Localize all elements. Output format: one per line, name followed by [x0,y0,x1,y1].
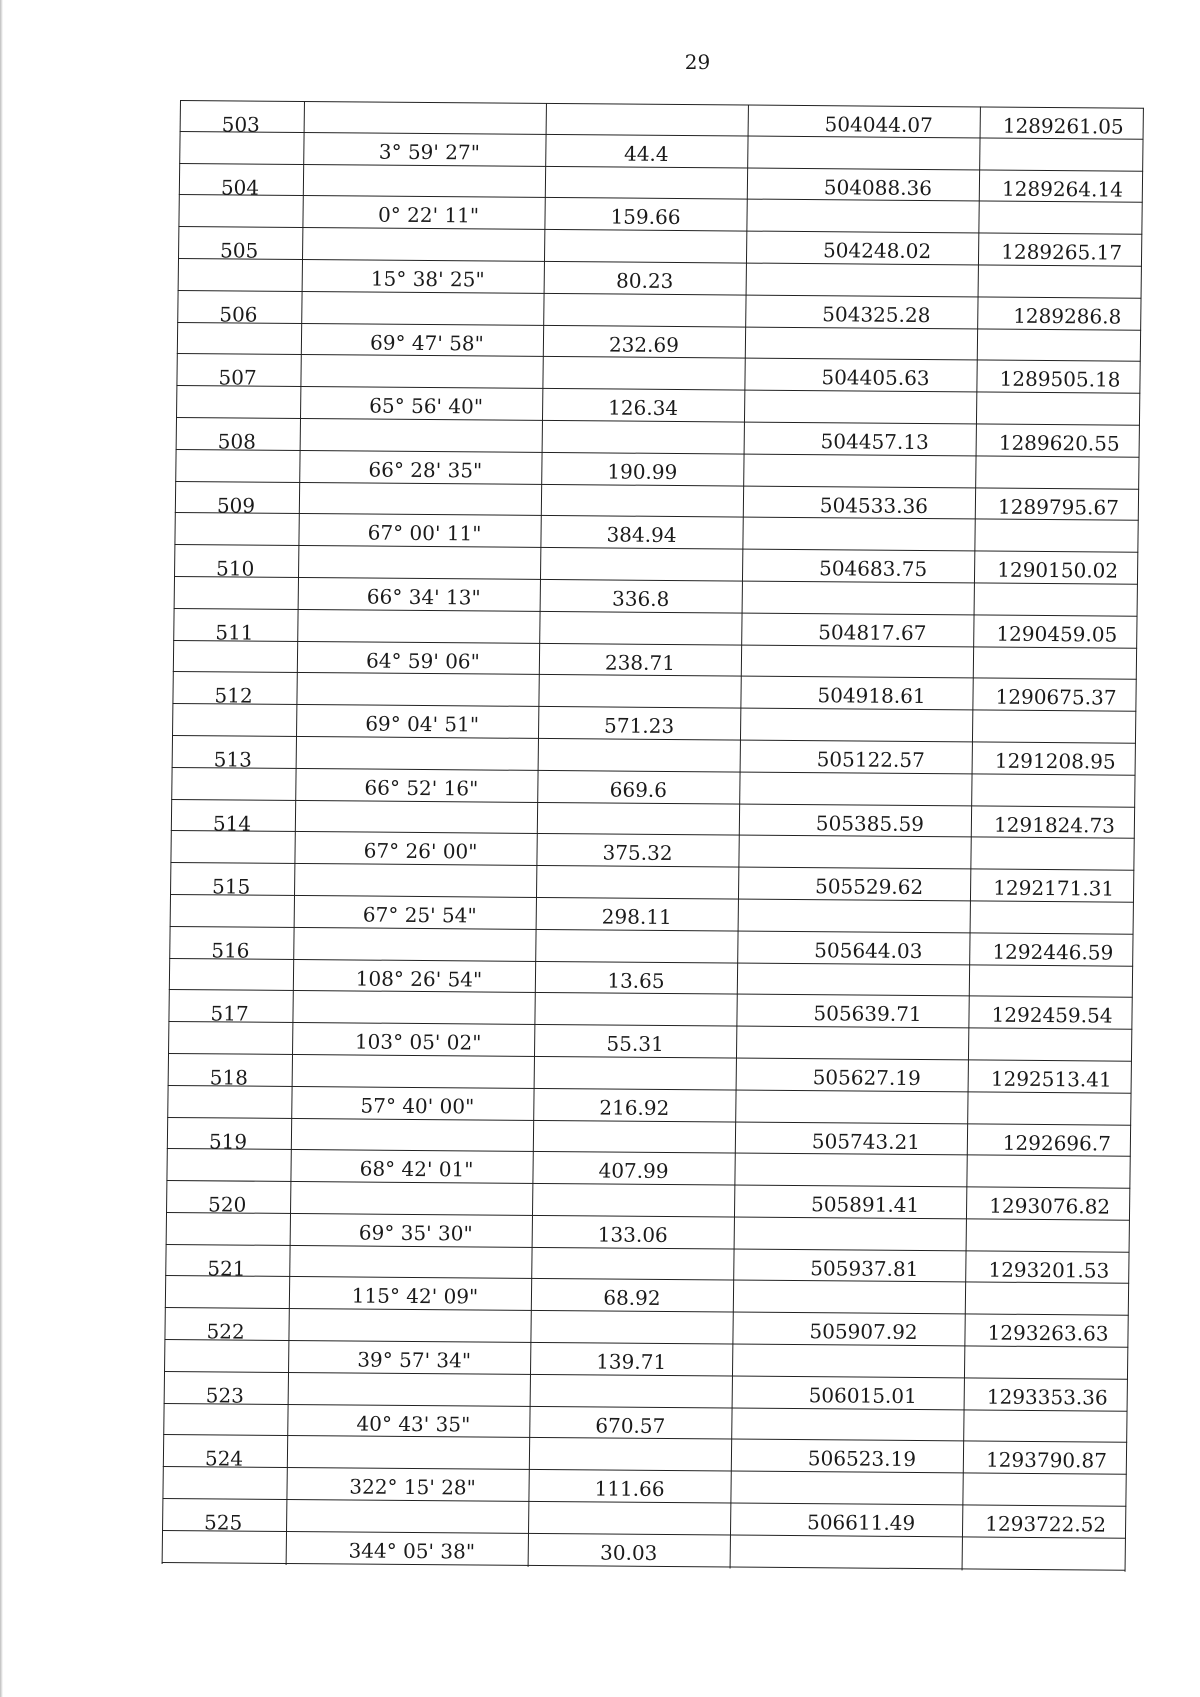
bearing-value: 103° 05' 02" [354,1029,482,1055]
bearing-cell-empty [300,355,542,388]
station-cell-empty [167,1086,291,1118]
easting-cell-empty [970,901,1134,933]
distance-cell-empty [540,548,742,580]
station-cell-empty [174,577,298,609]
bearing-cell-empty [288,1309,530,1342]
bearing-value: 15° 38' 25" [370,266,485,292]
distance-cell-empty [529,1438,731,1470]
station-number: 516 [211,938,250,963]
easting-cell-empty [966,1156,1130,1188]
station-number: 514 [212,810,252,836]
bearing-value: 344° 05' 38" [348,1538,476,1564]
northing-value: 504044.07 [824,112,933,138]
northing-value: 505529.62 [814,874,924,900]
distance-cell-empty [545,167,747,199]
distance-cell-empty [534,993,736,1025]
bearing-cell-empty [292,1055,534,1088]
easting-value: 1289505.18 [999,366,1121,392]
northing-value: 504918.61 [817,683,926,709]
distance-value: 55.31 [606,1031,664,1057]
bearing-value: 67° 00' 11" [367,520,482,546]
bearing-value: 69° 47' 58" [369,330,484,356]
station-number: 510 [215,556,255,581]
easting-cell-empty [965,1283,1129,1315]
station-cell-empty [178,195,302,227]
station-cell-empty [172,704,296,736]
bearing-cell-empty [288,1373,530,1406]
distance-cell-empty [543,294,745,326]
station-cell-empty [170,831,294,863]
bearing-value: 66° 28' 35" [368,457,483,483]
northing-value: 506523.19 [807,1446,917,1472]
distance-value: 111.66 [594,1476,665,1502]
bearing-cell-empty [302,228,544,261]
easting-value: 1291208.95 [994,748,1116,774]
easting-cell-empty [974,520,1138,552]
distance-cell-empty [528,1502,730,1534]
station-cell-empty [178,259,302,291]
northing-value: 504325.28 [822,301,931,327]
easting-value: 1293201.53 [988,1257,1110,1283]
station-number: 515 [211,874,251,899]
northing-value: 504457.13 [820,429,929,455]
bearing-cell-empty [295,801,537,834]
northing-cell-empty [747,136,979,169]
station-number: 505 [219,238,259,263]
easting-cell-empty [976,393,1140,425]
station-number: 509 [216,492,256,518]
easting-cell-empty [978,202,1142,234]
station-number: 522 [206,1319,245,1344]
distance-value: 13.65 [607,968,665,993]
station-number: 513 [213,747,253,772]
bearing-cell-empty [297,610,539,643]
distance-cell-empty [533,1120,735,1152]
easting-cell-empty [962,1474,1126,1506]
northing-cell-empty [730,1535,962,1568]
distance-cell-empty [538,739,740,771]
northing-value: 505891.41 [810,1192,920,1218]
bearing-value: 69° 04' 51" [365,711,480,737]
easting-cell-empty [977,329,1141,361]
station-cell-empty [170,895,294,927]
bearing-value: 108° 26' 54" [355,965,483,992]
bearing-value: 64° 59' 06" [365,648,480,673]
northing-value: 505907.92 [809,1319,918,1345]
distance-value: 298.11 [601,904,672,929]
distance-cell-empty [541,484,743,516]
northing-value: 504533.36 [819,492,929,518]
distance-value: 216.92 [599,1095,670,1120]
easting-value: 1290459.05 [996,621,1118,647]
northing-cell-empty [731,1408,963,1441]
station-cell-empty [176,386,300,418]
bearing-value: 115° 42' 09" [351,1283,479,1309]
northing-value: 506015.01 [808,1383,917,1408]
northing-value: 505122.57 [816,747,925,772]
station-cell-empty [162,1531,286,1563]
station-number: 508 [217,429,257,454]
distance-cell-empty [539,612,741,644]
bearing-cell-empty [291,1118,533,1151]
station-cell-empty [173,641,297,673]
northing-cell-empty [742,518,974,551]
bearing-cell-empty [304,102,546,134]
distance-value: 80.23 [615,268,674,293]
northing-cell-empty [734,1154,966,1187]
bearing-cell-empty [293,928,535,961]
bearing-value: 67° 25' 54" [362,902,477,928]
station-number: 521 [207,1255,246,1281]
bearing-value: 40° 43' 35" [356,1411,471,1437]
bearing-cell-empty [286,1500,528,1533]
easting-cell-empty [972,711,1136,743]
station-number: 525 [203,1510,243,1535]
northing-value: 504683.75 [818,556,928,582]
easting-cell-empty [974,583,1138,615]
distance-cell-empty [530,1375,732,1407]
distance-value: 139.71 [596,1349,667,1375]
northing-cell-empty [739,772,971,805]
bearing-cell-empty [294,864,536,897]
station-cell-empty [171,768,295,800]
easting-value: 1293722.52 [985,1511,1107,1537]
northing-cell-empty [734,1217,966,1250]
station-number: 519 [208,1128,248,1154]
distance-value: 238.71 [604,650,676,675]
easting-cell-empty [969,965,1133,997]
station-number: 507 [218,365,257,391]
distance-cell-empty [542,421,744,453]
easting-value: 1293263.63 [987,1320,1109,1346]
easting-value: 1292459.54 [991,1002,1113,1028]
northing-cell-empty [736,1027,968,1060]
easting-value: 1289795.67 [997,494,1120,520]
distance-value: 126.34 [607,395,679,421]
distance-value: 30.03 [599,1540,658,1565]
easting-value: 1292446.59 [992,939,1114,965]
easting-cell-empty [970,838,1134,870]
northing-cell-empty [742,582,974,615]
easting-value: 1291824.73 [993,812,1116,838]
distance-cell-empty [535,930,737,962]
northing-value: 504817.67 [818,619,927,645]
distance-value: 44.4 [623,141,669,166]
northing-value: 505644.03 [814,937,923,963]
distance-value: 669.6 [609,777,668,802]
distance-cell-empty [532,1184,734,1216]
station-cell-empty [162,1467,286,1499]
distance-value: 159.66 [610,204,681,230]
leg-row [162,1531,1126,1571]
easting-cell-empty [966,1219,1130,1251]
bearing-cell-empty [296,673,538,706]
easting-value: 1293790.87 [985,1448,1108,1474]
northing-cell-empty [733,1281,965,1314]
page-number: 29 [684,50,711,74]
station-cell-empty [179,132,303,164]
distance-cell-empty [542,357,744,389]
easting-value: 1289286.8 [1013,303,1122,329]
distance-cell-empty [534,1057,736,1089]
northing-cell-empty [744,391,976,424]
distance-cell-empty [546,104,748,135]
easting-cell-empty [963,1410,1127,1442]
northing-cell-empty [732,1345,964,1378]
station-number: 524 [204,1446,244,1472]
easting-value: 1290675.37 [995,684,1117,710]
bearing-value: 66° 34' 13" [366,584,481,610]
bearing-cell-empty [298,546,540,579]
northing-cell-empty [735,1090,967,1123]
station-number: 511 [215,620,254,645]
bearing-value: 67° 26' 00" [363,838,478,864]
easting-value: 1292513.41 [990,1066,1112,1092]
easting-value: 1289261.05 [1002,113,1124,139]
distance-cell-empty [537,802,739,834]
station-cell-empty [165,1276,289,1308]
northing-cell-empty [730,1472,962,1505]
bearing-cell-empty [290,1182,532,1215]
station-number: 504 [220,174,260,200]
distance-value: 190.99 [607,459,678,484]
station-number: 518 [209,1065,249,1090]
distance-value: 336.8 [611,586,670,611]
northing-cell-empty [741,645,973,678]
station-cell-empty [174,513,298,545]
distance-value: 670.57 [595,1413,666,1438]
northing-cell-empty [743,454,975,487]
bearing-value: 68° 42' 01" [359,1156,474,1182]
northing-cell-empty [746,200,978,233]
easting-value: 1292171.31 [993,875,1115,901]
bearing-cell-empty [300,419,542,452]
distance-cell-empty [530,1311,732,1343]
easting-value: 1293353.36 [986,1384,1108,1410]
easting-value: 1293076.82 [989,1193,1111,1219]
northing-value: 505639.71 [813,1001,922,1027]
northing-cell-empty [746,264,978,297]
bearing-value: 66° 52' 16" [364,775,479,801]
northing-cell-empty [745,327,977,360]
distance-cell-empty [536,866,738,898]
station-cell-empty [169,958,293,990]
distance-cell-empty [538,675,740,707]
easting-cell-empty [968,1029,1132,1061]
northing-cell-empty [738,899,970,932]
easting-cell-empty [971,774,1135,806]
northing-value: 505385.59 [815,810,925,836]
distance-value: 571.23 [603,713,675,739]
easting-cell-empty [975,456,1139,488]
distance-value: 384.94 [606,522,677,548]
station-cell-empty [166,1213,290,1245]
bearing-value: 69° 35' 30" [358,1220,473,1246]
station-cell-empty [175,450,299,482]
northing-cell-empty [737,963,969,996]
northing-value: 504405.63 [821,365,930,391]
bearing-cell-empty [289,1246,531,1279]
distance-cell-empty [544,230,746,262]
easting-cell-empty [973,647,1137,679]
easting-value: 1292696.7 [1002,1130,1112,1156]
northing-value: 504088.36 [823,174,933,200]
northing-cell-empty [740,709,972,742]
station-number: 523 [205,1383,245,1408]
bearing-cell-empty [292,991,534,1024]
easting-cell-empty [964,1346,1128,1378]
bearing-cell-empty [287,1436,529,1469]
easting-cell-empty [962,1537,1126,1569]
distance-value: 232.69 [608,332,680,357]
distance-value: 407.99 [598,1158,669,1184]
bearing-value: 0° 22' 11" [377,202,480,228]
northing-value: 505937.81 [810,1255,919,1281]
station-cell-empty [164,1340,288,1372]
bearing-cell-empty [303,165,545,198]
bearing-value: 322° 15' 28" [349,1474,476,1500]
station-number: 503 [221,112,261,137]
easting-cell-empty [979,138,1143,170]
easting-value: 1289620.55 [998,430,1120,456]
station-cell-empty [166,1149,290,1181]
station-cell-empty [177,323,301,355]
station-cell-empty [163,1404,287,1436]
bearing-value: 57° 40' 00" [360,1093,475,1119]
bearing-cell-empty [299,483,541,516]
station-number: 520 [207,1192,247,1217]
scan-edge-shadow [0,0,3,1697]
bearing-value: 39° 57' 34" [357,1347,472,1373]
survey-coordinate-table [162,100,1144,1572]
station-number: 517 [210,1001,249,1026]
bearing-value: 65° 56' 40" [369,393,484,419]
station-number: 506 [219,302,258,327]
bearing-cell-empty [296,737,538,770]
station-cell-empty [168,1022,292,1054]
easting-cell-empty [978,265,1142,297]
northing-cell-empty [738,836,970,869]
northing-value: 506611.49 [806,1510,916,1536]
distance-value: 133.06 [597,1222,668,1247]
easting-cell-empty [967,1092,1131,1124]
distance-cell-empty [531,1248,733,1280]
easting-value: 1290150.02 [997,557,1119,583]
distance-value: 375.32 [602,840,673,866]
northing-value: 504248.02 [822,238,932,264]
distance-value: 68.92 [603,1285,661,1311]
northing-value: 505627.19 [812,1065,921,1090]
bearing-value: 3° 59' 27" [378,139,481,165]
easting-value: 1289265.17 [1001,239,1123,265]
easting-value: 1289264.14 [1001,176,1124,202]
station-number: 512 [214,683,253,708]
northing-value: 505743.21 [811,1128,921,1154]
bearing-cell-empty [301,292,543,325]
